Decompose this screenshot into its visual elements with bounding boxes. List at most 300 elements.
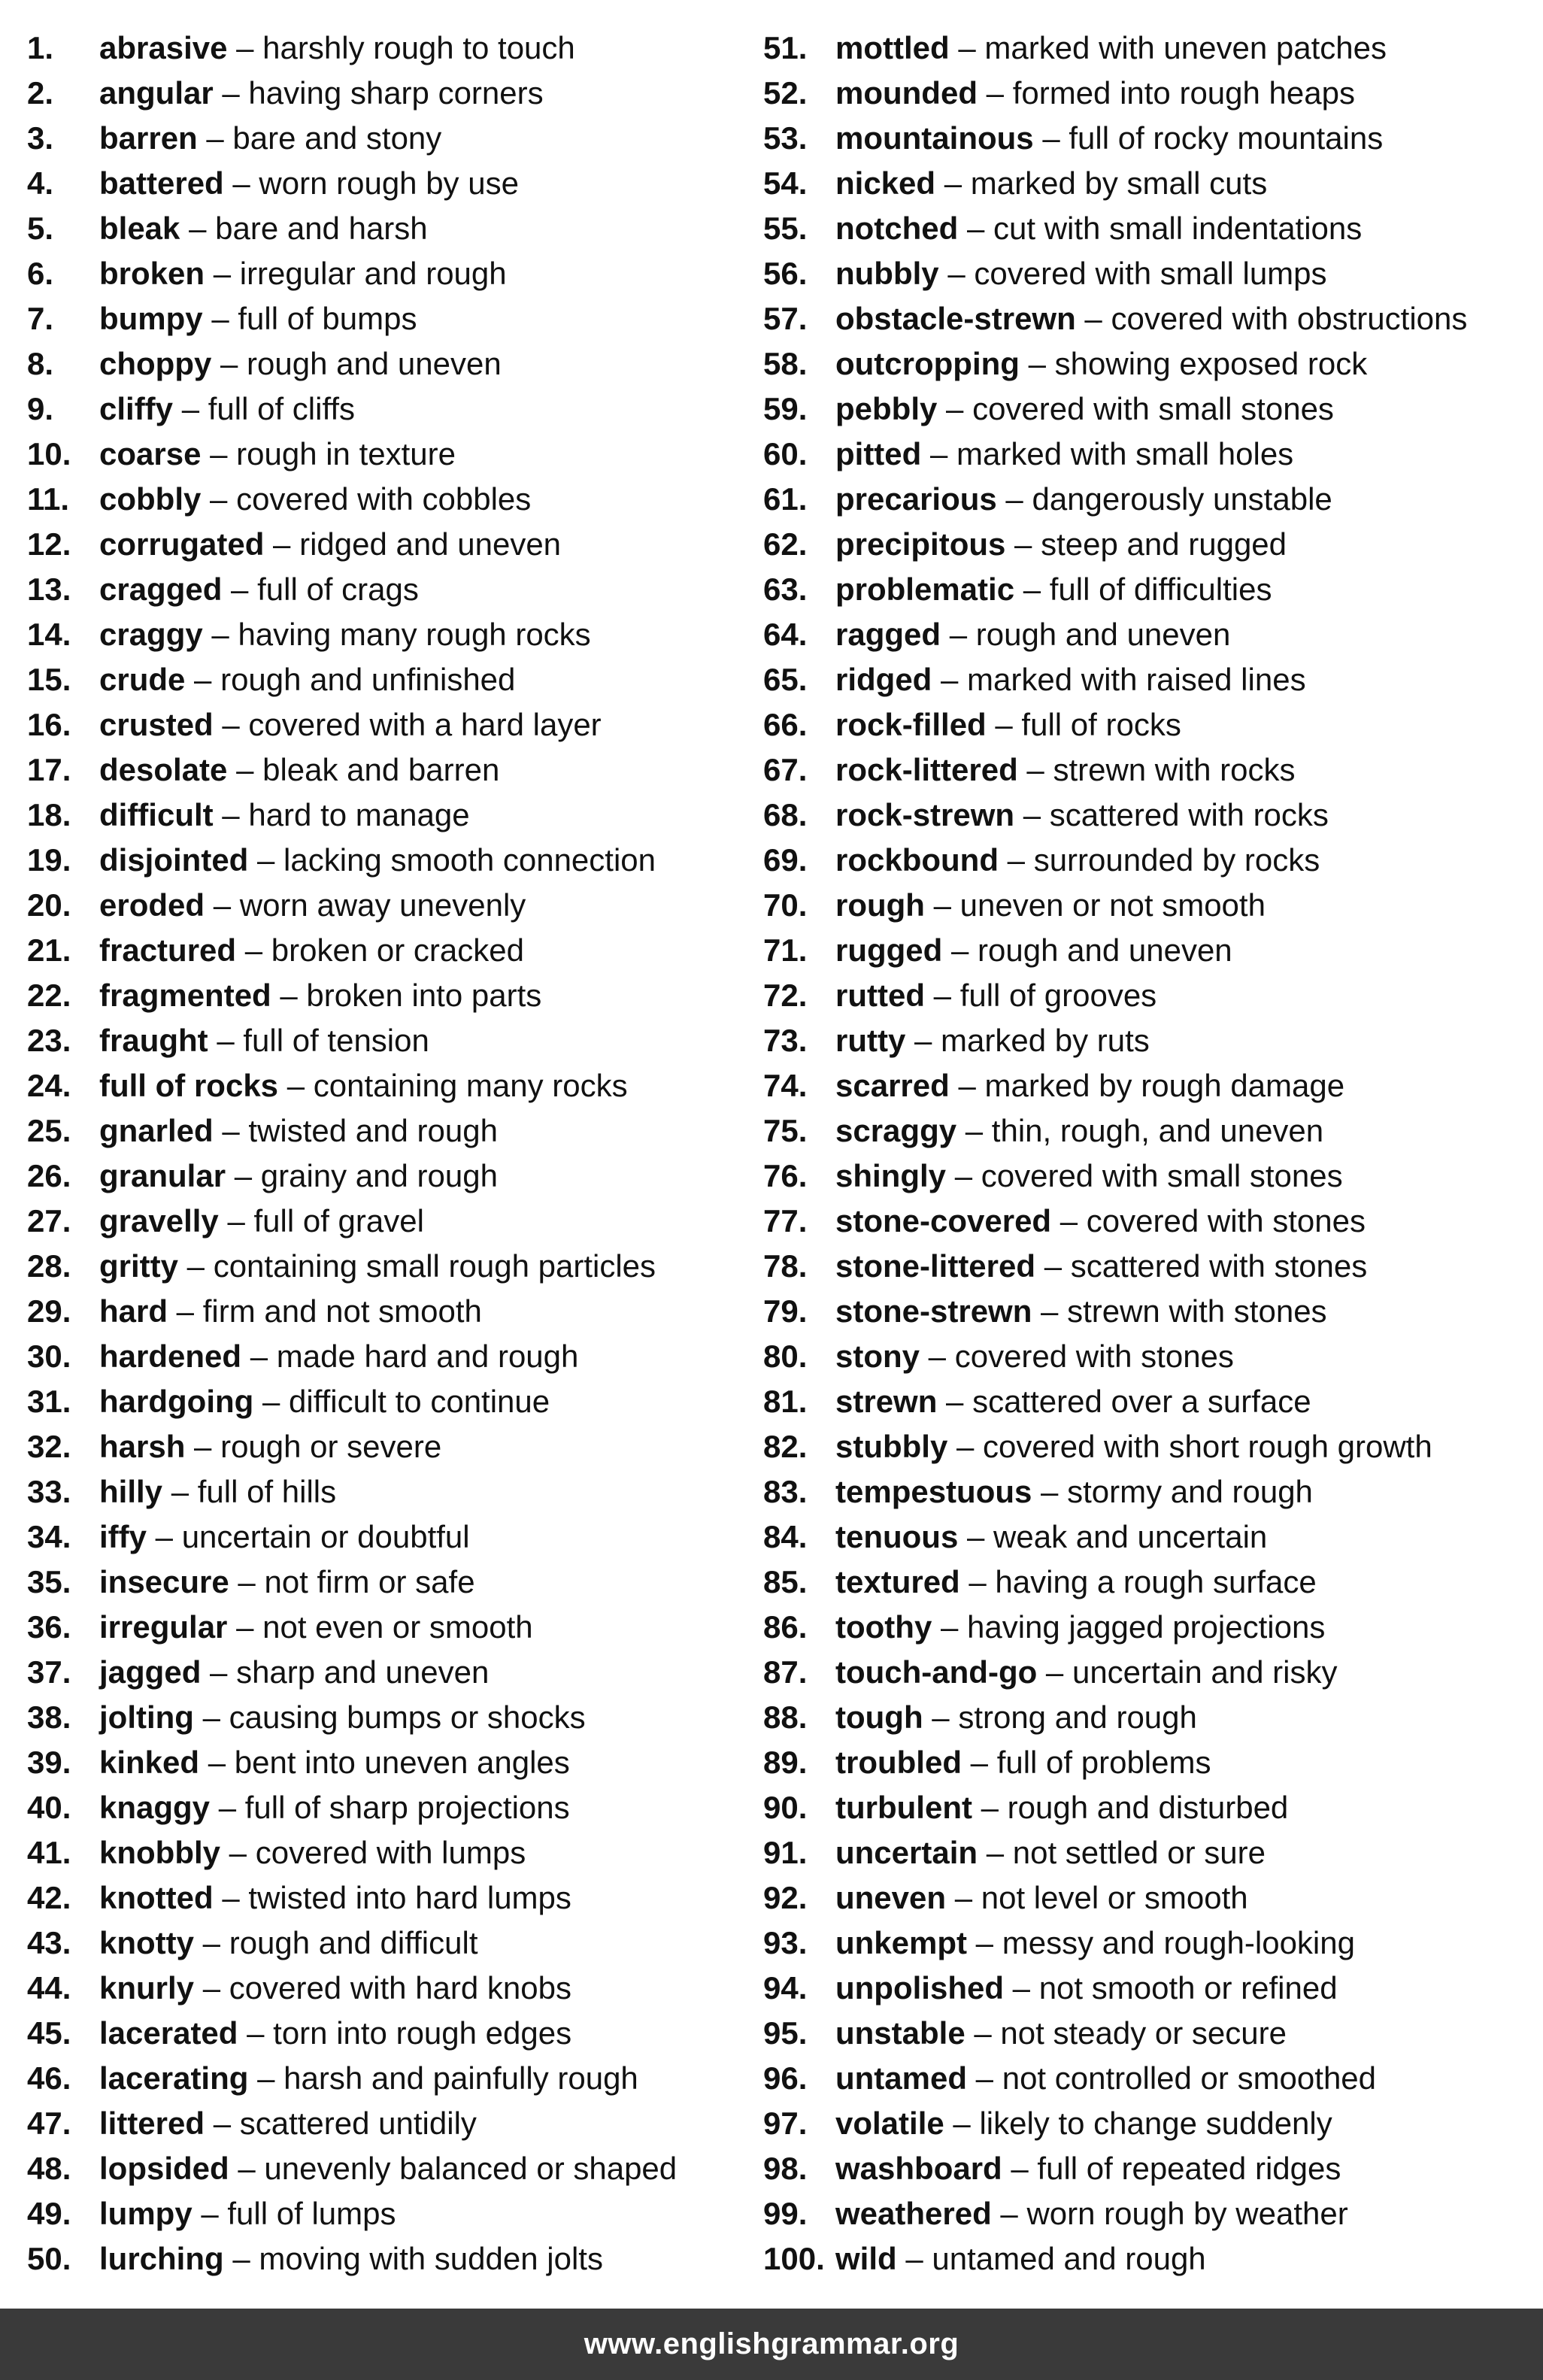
entry-definition: moving with sudden jolts (259, 2241, 603, 2276)
entry-word: rock-filled (835, 707, 987, 742)
entry-text (835, 253, 1327, 298)
entry-definition: uneven or not smooth (959, 887, 1266, 923)
list-item (27, 1516, 749, 1561)
entry-separator: – (210, 1790, 245, 1825)
entry-word: rugged (835, 932, 943, 968)
entry-definition: strong and rough (958, 1699, 1197, 1735)
entry-word: kinked (99, 1745, 200, 1780)
list-item (763, 1561, 1538, 1606)
entry-word: broken (99, 256, 205, 291)
entry-number: 30. (27, 1339, 71, 1374)
entry-number: 33. (27, 1474, 71, 1509)
entry-text (835, 298, 1467, 343)
entry-number: 43. (27, 1925, 71, 1960)
entry-text (99, 1336, 578, 1381)
entry-word: nicked (835, 165, 936, 201)
entry-number: 79. (763, 1293, 808, 1329)
list-item (763, 1832, 1538, 1877)
entry-word: cobbly (99, 481, 202, 517)
entry-number: 20. (27, 887, 71, 923)
list-item (763, 884, 1538, 929)
entry-text (835, 1290, 1327, 1336)
entry-definition: full of rocky mountains (1069, 120, 1384, 156)
entry-definition: full of difficulties (1049, 572, 1272, 607)
entry-word: stone-littered (835, 1248, 1036, 1284)
list-item (27, 975, 749, 1020)
list-item (763, 1967, 1538, 2012)
entry-word: lurching (99, 2241, 224, 2276)
list-item (763, 1155, 1538, 1200)
entry-word: littered (99, 2106, 205, 2141)
entry-text (835, 1967, 1338, 2012)
entry-definition: thin, rough, and uneven (991, 1113, 1324, 1148)
entry-number: 2. (27, 75, 54, 111)
entry-text (99, 1290, 482, 1336)
entry-number: 90. (763, 1790, 808, 1825)
entry-number: 69. (763, 842, 808, 878)
entry-separator: – (1002, 2151, 1038, 2186)
entry-separator: – (996, 481, 1032, 517)
entry-separator: – (185, 662, 221, 697)
entry-text (835, 478, 1332, 523)
entry-definition: full of bumps (238, 301, 417, 336)
entry-definition: having a rough surface (995, 1564, 1317, 1599)
entry-number: 1. (27, 30, 54, 65)
entry-word: scarred (835, 1068, 950, 1103)
entry-separator: – (958, 211, 994, 246)
entry-word: knurly (99, 1970, 195, 2006)
entry-number: 93. (763, 1925, 808, 1960)
entry-separator: – (227, 752, 263, 787)
list-item (763, 839, 1538, 884)
entry-word: fragmented (99, 978, 271, 1013)
entry-separator: – (944, 2106, 980, 2141)
entry-definition: showing exposed rock (1054, 346, 1368, 381)
entry-separator: – (1037, 1654, 1072, 1690)
entry-word: mounded (835, 75, 978, 111)
list-item (763, 2148, 1538, 2193)
entry-text (99, 1110, 498, 1155)
entry-word: rock-littered (835, 752, 1018, 787)
entry-definition: rough and uneven (247, 346, 502, 381)
entry-word: untamed (835, 2060, 968, 2096)
entry-word: hard (99, 1293, 168, 1329)
entry-number: 84. (763, 1519, 808, 1554)
entry-definition: broken or cracked (271, 932, 524, 968)
entry-number: 83. (763, 1474, 808, 1509)
entry-text (99, 1742, 570, 1787)
entry-number: 41. (27, 1835, 71, 1870)
entry-definition: full of repeated ridges (1037, 2151, 1341, 2186)
entry-separator: – (938, 256, 975, 291)
entry-word: touch-and-go (835, 1654, 1038, 1690)
list-item (763, 1426, 1538, 1471)
entry-definition: covered with hard knobs (229, 1970, 572, 2006)
entry-text (99, 975, 541, 1020)
entry-number: 58. (763, 346, 808, 381)
entry-word: gnarled (99, 1113, 214, 1148)
entry-definition: rough and difficult (229, 1925, 478, 1960)
entry-definition: harsh and painfully rough (283, 2060, 638, 2096)
entry-number: 38. (27, 1699, 71, 1735)
list-item (27, 1065, 749, 1110)
entry-text (835, 2057, 1376, 2103)
entry-separator: – (1032, 1293, 1068, 1329)
entry-separator: – (241, 1339, 277, 1374)
entry-word: precipitous (835, 526, 1006, 562)
list-item (27, 1606, 749, 1651)
entry-definition: covered with short rough growth (983, 1429, 1432, 1464)
entry-text (99, 1020, 429, 1065)
list-item (27, 1471, 749, 1516)
entry-definition: irregular and rough (239, 256, 507, 291)
entry-number: 71. (763, 932, 808, 968)
entry-separator: – (194, 1925, 229, 1960)
entry-number: 31. (27, 1384, 71, 1419)
list-item (27, 2057, 749, 2103)
entry-text (99, 884, 526, 929)
entry-word: uncertain (835, 1835, 978, 1870)
entry-separator: – (223, 165, 259, 201)
entry-definition: covered with cobbles (236, 481, 532, 517)
entry-word: tenuous (835, 1519, 959, 1554)
entry-separator: – (956, 1113, 992, 1148)
entry-definition: full of rocks (1021, 707, 1181, 742)
entry-text (99, 839, 656, 884)
list-item (27, 2012, 749, 2057)
entry-number: 96. (763, 2060, 808, 2096)
footer-bar (0, 2309, 1543, 2380)
entry-text (835, 343, 1367, 388)
entry-definition: formed into rough heaps (1012, 75, 1355, 111)
entry-definition: covered with a hard layer (248, 707, 602, 742)
list-item (763, 1065, 1538, 1110)
entry-text (835, 1155, 1343, 1200)
entry-number: 27. (27, 1203, 71, 1239)
entry-separator: – (205, 887, 240, 923)
list-item (763, 568, 1538, 614)
entry-number: 15. (27, 662, 71, 697)
entry-definition: twisted and rough (248, 1113, 498, 1148)
entry-number: 11. (27, 481, 70, 517)
entry-word: cragged (99, 572, 223, 607)
entry-number: 55. (763, 211, 808, 246)
entry-number: 51. (763, 30, 808, 65)
entry-separator: – (229, 1564, 265, 1599)
entry-separator: – (222, 572, 258, 607)
list-item (27, 794, 749, 839)
entry-separator: – (236, 932, 271, 968)
entry-definition: causing bumps or shocks (229, 1699, 586, 1735)
entry-number: 59. (763, 391, 808, 426)
entry-number: 75. (763, 1113, 808, 1148)
entry-number: 49. (27, 2196, 71, 2231)
entry-separator: – (949, 1068, 985, 1103)
entry-text (835, 2103, 1332, 2148)
entry-number: 56. (763, 256, 808, 291)
entry-separator: – (162, 1474, 198, 1509)
entry-separator: – (978, 1835, 1013, 1870)
entry-word: bleak (99, 211, 180, 246)
entry-separator: – (949, 30, 985, 65)
entry-separator: – (201, 436, 237, 471)
entry-separator: – (1017, 752, 1053, 787)
list-item (27, 1742, 749, 1787)
entry-word: unkempt (835, 1925, 968, 1960)
list-item (27, 208, 749, 253)
entry-text (99, 343, 502, 388)
list-item (763, 614, 1538, 659)
entry-number: 34. (27, 1519, 71, 1554)
entry-text (835, 1651, 1337, 1696)
entry-number: 73. (763, 1023, 808, 1058)
list-item (763, 117, 1538, 162)
entry-word: irregular (99, 1609, 228, 1645)
entry-number: 23. (27, 1023, 71, 1058)
entry-definition: full of cliffs (208, 391, 356, 426)
entry-definition: hard to manage (248, 797, 470, 832)
entry-number: 32. (27, 1429, 71, 1464)
entry-definition: untamed and rough (932, 2241, 1206, 2276)
entry-definition: having jagged projections (967, 1609, 1326, 1645)
entry-word: lacerated (99, 2015, 238, 2051)
entry-definition: covered with lumps (255, 1835, 526, 1870)
list-item (763, 2193, 1538, 2238)
entry-text (835, 659, 1306, 704)
entry-word: tempestuous (835, 1474, 1032, 1509)
entry-separator: – (193, 1699, 229, 1735)
entry-text (99, 162, 519, 208)
entry-text (99, 117, 441, 162)
entry-number: 99. (763, 2196, 808, 2231)
list-item (27, 659, 749, 704)
entry-word: wild (835, 2241, 897, 2276)
entry-word: angular (99, 75, 214, 111)
entry-text (835, 388, 1334, 433)
entry-text (835, 929, 1232, 975)
entry-separator: – (213, 707, 249, 742)
list-item (763, 1516, 1538, 1561)
entry-definition: rough and unfinished (220, 662, 516, 697)
entry-number: 94. (763, 1970, 808, 2006)
entry-text (835, 1787, 1288, 1832)
entry-number: 92. (763, 1880, 808, 1915)
entry-number: 76. (763, 1158, 808, 1193)
entry-definition: steep and rugged (1041, 526, 1287, 562)
entry-text (99, 1967, 571, 2012)
entry-word: eroded (99, 887, 205, 923)
list-item (27, 614, 749, 659)
list-item (27, 884, 749, 929)
entry-number: 61. (763, 481, 808, 517)
entry-word: washboard (835, 2151, 1002, 2186)
entry-separator: – (1004, 1970, 1039, 2006)
entry-word: barren (99, 120, 198, 156)
entry-number: 8. (27, 346, 54, 381)
entry-text (99, 2012, 571, 2057)
entry-number: 18. (27, 797, 71, 832)
entry-separator: – (178, 1248, 214, 1284)
entry-separator: – (278, 1068, 314, 1103)
entry-word: scraggy (835, 1113, 957, 1148)
entry-separator: – (201, 1654, 237, 1690)
entry-word: pebbly (835, 391, 938, 426)
list-item (27, 1877, 749, 1922)
entry-number: 22. (27, 978, 71, 1013)
entry-separator: – (226, 1158, 261, 1193)
entry-definition: containing many rocks (313, 1068, 628, 1103)
list-item (27, 1336, 749, 1381)
entry-text (99, 568, 419, 614)
entry-number: 46. (27, 2060, 71, 2096)
entry-word: weathered (835, 2196, 992, 2231)
entry-definition: harshly rough to touch (262, 30, 575, 65)
entry-definition: sharp and uneven (236, 1654, 490, 1690)
list-item (27, 749, 749, 794)
entry-text (835, 1516, 1267, 1561)
entry-separator: – (905, 1023, 941, 1058)
list-item (27, 929, 749, 975)
entry-number: 48. (27, 2151, 71, 2186)
entry-text (99, 1245, 656, 1290)
entry-number: 21. (27, 932, 71, 968)
list-item (763, 2057, 1538, 2103)
entry-text (835, 1606, 1325, 1651)
list-item (27, 1922, 749, 1967)
entry-definition: rough and disturbed (1007, 1790, 1289, 1825)
entry-text (835, 2012, 1287, 2057)
entry-separator: – (1019, 346, 1055, 381)
list-item (27, 433, 749, 478)
entry-separator: – (1051, 1203, 1087, 1239)
list-item (27, 1561, 749, 1606)
entry-definition: full of problems (996, 1745, 1211, 1780)
entry-definition: marked with raised lines (967, 662, 1306, 697)
entry-word: unpolished (835, 1970, 1004, 2006)
entry-separator: – (967, 2060, 1002, 2096)
entry-separator: – (961, 1745, 997, 1780)
list-item (763, 1245, 1538, 1290)
entry-text (99, 1651, 489, 1696)
list-item (27, 2103, 749, 2148)
list-item (27, 1787, 749, 1832)
entry-word: stone-strewn (835, 1293, 1032, 1329)
entry-definition: twisted into hard lumps (248, 1880, 571, 1915)
entry-definition: not settled or sure (1012, 1835, 1266, 1870)
entry-definition: unevenly balanced or shaped (264, 2151, 678, 2186)
entry-word: uneven (835, 1880, 947, 1915)
entry-definition: full of gravel (253, 1203, 424, 1239)
entry-separator: – (1075, 301, 1111, 336)
entry-definition: cut with small indentations (993, 211, 1363, 246)
entry-definition: rough or severe (220, 1429, 442, 1464)
entry-number: 72. (763, 978, 808, 1013)
entry-separator: – (942, 932, 978, 968)
entry-separator: – (180, 211, 216, 246)
entry-text (835, 162, 1267, 208)
entry-definition: ridged and uneven (299, 526, 562, 562)
list-item (763, 1110, 1538, 1155)
list-item (27, 1200, 749, 1245)
entry-number: 70. (763, 887, 808, 923)
entry-word: battered (99, 165, 224, 201)
entry-separator: – (932, 1609, 967, 1645)
entry-definition: full of lumps (227, 2196, 396, 2231)
entry-word: jolting (99, 1699, 194, 1735)
list-item (763, 794, 1538, 839)
entry-text (99, 253, 507, 298)
entry-number: 88. (763, 1699, 808, 1735)
entry-text (835, 523, 1287, 568)
entry-word: mountainous (835, 120, 1034, 156)
entry-separator: – (201, 481, 237, 517)
word-list-left-column (27, 27, 749, 2283)
entry-number: 80. (763, 1339, 808, 1374)
entry-text (835, 568, 1272, 614)
entry-definition: marked by ruts (941, 1023, 1150, 1058)
entry-definition: full of hills (197, 1474, 337, 1509)
entry-definition: scattered untidily (239, 2106, 477, 2141)
entry-number: 26. (27, 1158, 71, 1193)
entry-text (835, 1200, 1366, 1245)
entry-definition: dangerously unstable (1032, 481, 1332, 517)
entry-number: 25. (27, 1113, 71, 1148)
entry-text (835, 1877, 1248, 1922)
list-item (763, 1200, 1538, 1245)
list-item (27, 343, 749, 388)
list-item (763, 749, 1538, 794)
entry-definition: full of grooves (959, 978, 1157, 1013)
entry-number: 63. (763, 572, 808, 607)
entry-definition: having sharp corners (248, 75, 544, 111)
entry-word: corrugated (99, 526, 265, 562)
entry-word: turbulent (835, 1790, 972, 1825)
entry-text (99, 1606, 533, 1651)
entry-text (99, 659, 515, 704)
entry-definition: likely to change suddenly (979, 2106, 1332, 2141)
entry-word: rock-strewn (835, 797, 1015, 832)
entry-separator: – (1005, 526, 1041, 562)
list-item (763, 1336, 1538, 1381)
entry-separator: – (211, 346, 247, 381)
entry-number: 50. (27, 2241, 71, 2276)
entry-separator: – (213, 1113, 249, 1148)
entry-definition: not even or smooth (262, 1609, 533, 1645)
entry-separator: – (941, 617, 976, 652)
entry-separator: – (937, 1384, 973, 1419)
entry-definition: strewn with stones (1067, 1293, 1327, 1329)
entry-definition: bleak and barren (262, 752, 500, 787)
entry-text (99, 1922, 478, 1967)
entry-separator: – (959, 1564, 996, 1599)
entry-separator: – (199, 1745, 235, 1780)
list-item (27, 162, 749, 208)
entry-text (835, 975, 1156, 1020)
entry-number: 10. (27, 436, 71, 471)
entry-number: 82. (763, 1429, 808, 1464)
entry-word: tough (835, 1699, 923, 1735)
entry-separator: – (972, 1790, 1008, 1825)
entry-text (99, 1787, 570, 1832)
entry-separator: – (185, 1429, 221, 1464)
entry-number: 98. (763, 2151, 808, 2186)
entry-text (835, 27, 1387, 72)
entry-number: 19. (27, 842, 71, 878)
entry-separator: – (227, 30, 263, 65)
entry-separator: – (1014, 797, 1050, 832)
entry-word: lacerating (99, 2060, 249, 2096)
entry-text (835, 1110, 1323, 1155)
